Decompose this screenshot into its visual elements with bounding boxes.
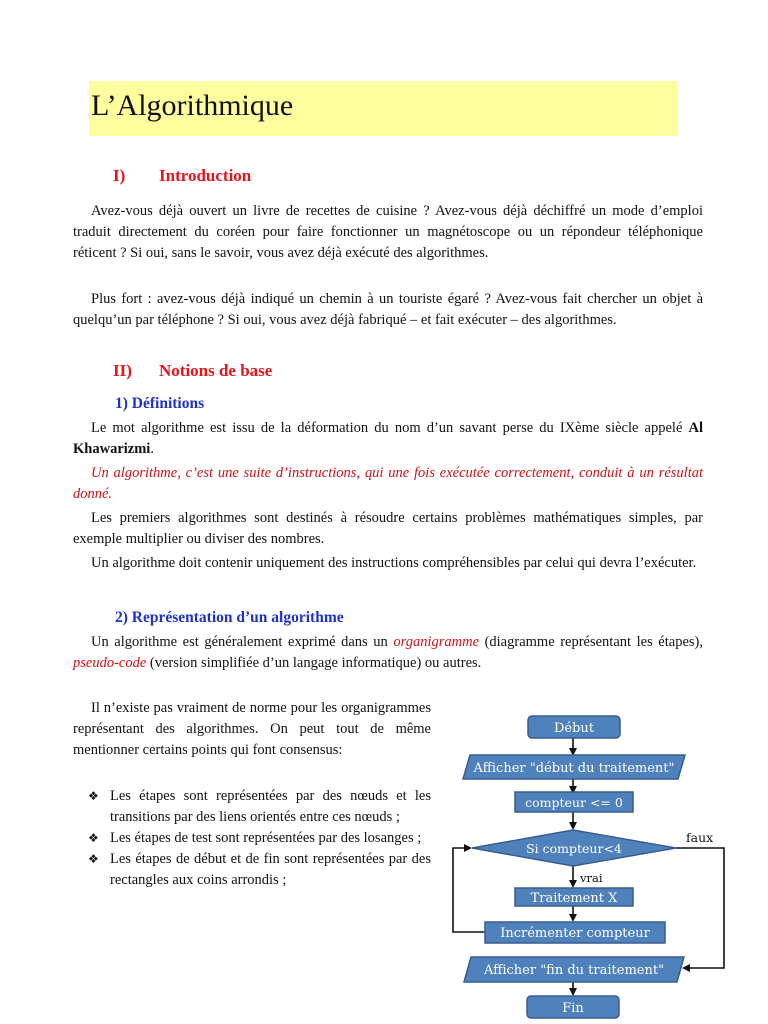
savant-name: Al Khawarizmi	[73, 420, 703, 457]
subheading-definitions: 1) Définitions	[115, 395, 205, 412]
list-item	[88, 828, 431, 849]
page-title: L’Algorithmique	[91, 89, 294, 122]
subheading-representation: 2) Représentation d’un algorithme	[115, 609, 344, 626]
term-pseudo-code: pseudo-code	[73, 655, 147, 671]
section-title: Notions de base	[159, 361, 273, 380]
arrow-loop-back	[453, 848, 485, 932]
representation-text-b: (diagramme représentant les étapes),	[479, 634, 703, 650]
intro-paragraph-2: Plus fort : avez-vous déjà indiqué un chemin à un touriste égaré ? Avez-vous fait chercher un objet à quelqu’un par téléphone ? Si oui, vous avez déjà fabriqué – et fait exécuter – des algorithmes.	[73, 291, 703, 328]
section-title: Introduction	[159, 166, 252, 185]
definitions-text-end: .	[150, 441, 154, 457]
list-item-text: Les étapes de début et de fin sont représentées par des rectangles aux coins arrondis ;	[110, 851, 431, 888]
term-organigramme: organigramme	[393, 634, 479, 650]
consensus-list	[88, 786, 431, 891]
true-label: vrai	[580, 871, 603, 885]
init-label: compteur <= 0	[525, 795, 623, 810]
display-end-label: Afficher "fin du traitement"	[483, 963, 665, 978]
list-item	[88, 849, 431, 891]
diamond-bullet-icon: ❖	[88, 852, 99, 866]
representation-paragraph-2: Il n’existe pas vraiment de norme pour les organigrammes représentant des algorithmes. On peut tout de même mentionner certains points qui font consensus:	[73, 700, 431, 758]
list-item-text: Les étapes sont représentées par des nœuds et les transitions par des liens orientés entre ces nœuds ;	[110, 788, 431, 825]
test-label: Si compteur<4	[526, 841, 622, 856]
section-number: II)	[113, 361, 132, 380]
flowchart-diagram	[440, 700, 740, 1024]
title-banner	[89, 81, 678, 136]
representation-text-a: Un algorithme est généralement exprimé dans un	[91, 634, 394, 650]
start-node-label: Début	[553, 721, 595, 736]
definitions-paragraph-1	[73, 418, 703, 460]
list-item	[88, 786, 431, 828]
definitions-text: Le mot algorithme est issu de la déformation du nom d’un savant perse du IXème siècle appelé	[91, 420, 689, 436]
representation-text-c: (version simplifiée d’un langage informatique) ou autres.	[146, 655, 482, 671]
definitions-paragraph-2: Les premiers algorithmes sont destinés à résoudre certains problèmes mathématiques simples, par exemple multiplier ou diviser des nombres.	[73, 510, 703, 547]
algorithm-definition: Un algorithme, c’est une suite d’instructions, qui une fois exécutée correctement, conduit à un résultat donné.	[73, 465, 703, 502]
definitions-paragraph-3: Un algorithme doit contenir uniquement des instructions compréhensibles par celui qui devra l’exécuter.	[91, 555, 697, 571]
display-start-label: Afficher "début du traitement"	[473, 761, 675, 776]
diamond-bullet-icon: ❖	[88, 831, 99, 845]
representation-paragraph-1	[73, 632, 703, 674]
end-node-label: Fin	[562, 1001, 584, 1016]
diamond-bullet-icon: ❖	[88, 789, 99, 803]
section-number: I)	[113, 166, 126, 185]
false-label: faux	[686, 830, 714, 845]
process-label: Traitement X	[530, 891, 618, 906]
list-item-text: Les étapes de test sont représentées par des losanges ;	[110, 830, 422, 846]
increment-label: Incrémenter compteur	[500, 926, 650, 941]
arrow-false-to-end-display	[676, 848, 724, 968]
intro-paragraph-1: Avez-vous déjà ouvert un livre de recettes de cuisine ? Avez-vous déjà déchiffré un mode d’emploi traduit directement du coréen pour faire fonctionner un magnétoscope ou un répondeur téléphonique réticent ? Si oui, sans le savoir, vous avez déjà exécuté des algorithmes.	[73, 203, 703, 261]
